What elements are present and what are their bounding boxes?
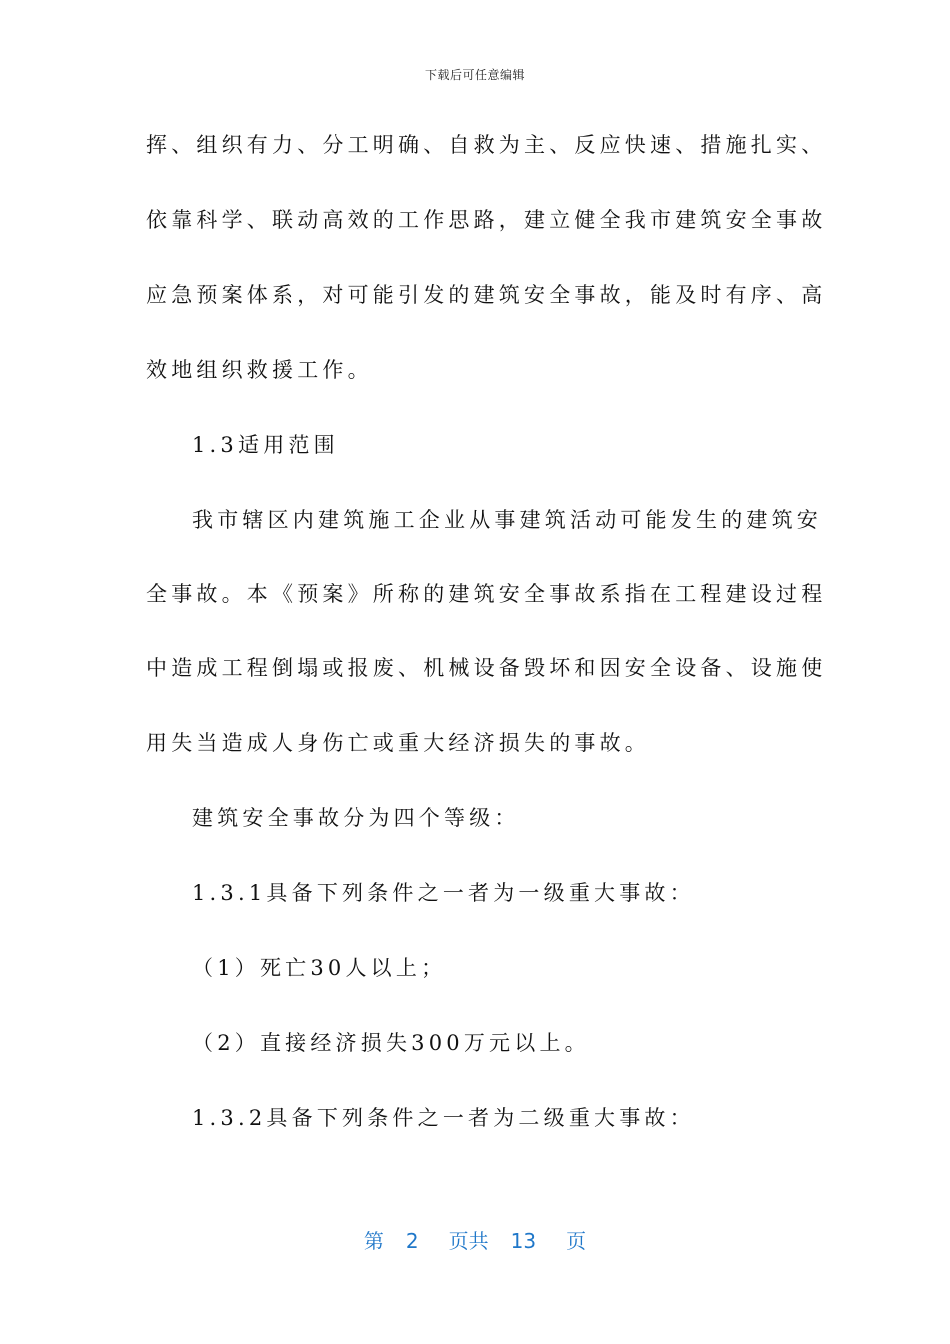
- body-line-3: 应急预案体系，对可能引发的建筑安全事故，能及时有序、高: [146, 283, 827, 307]
- body-line-1: 挥、组织有力、分工明确、自救为主、反应快速、措施扎实、: [146, 133, 827, 157]
- page-footer: [0, 1225, 950, 1254]
- body-line-7: 全事故。本《预案》所称的建筑安全事故系指在工程建设过程: [146, 582, 827, 606]
- header-note: 下载后可任意编辑: [424, 68, 525, 82]
- footer-middle: 页共: [448, 1229, 489, 1253]
- footer-suffix: 页: [566, 1229, 587, 1253]
- list-item-2: （2）直接经济损失300万元以上。: [192, 1031, 590, 1055]
- body-line-2: 依靠科学、联动高效的工作思路，建立健全我市建筑安全事故: [146, 208, 827, 232]
- body-line-9: 用失当造成人身伤亡或重大经济损失的事故。: [146, 731, 650, 755]
- footer-current-page: 2: [405, 1229, 419, 1253]
- section-heading-1-3: 1.3适用范围: [192, 433, 339, 457]
- body-line-10: 建筑安全事故分为四个等级：: [192, 806, 520, 830]
- footer-total-pages: 13: [510, 1229, 537, 1253]
- body-line-4: 效地组织救援工作。: [146, 358, 373, 382]
- section-heading-1-3-2: 1.3.2具备下列条件之一者为二级重大事故：: [192, 1106, 695, 1130]
- footer-prefix: 第: [363, 1229, 384, 1253]
- section-heading-1-3-1: 1.3.1具备下列条件之一者为一级重大事故：: [192, 881, 695, 905]
- body-line-8: 中造成工程倒塌或报废、机械设备毁坏和因安全设备、设施使: [146, 656, 827, 680]
- body-line-6: 我市辖区内建筑施工企业从事建筑活动可能发生的建筑安: [192, 508, 822, 532]
- list-item-1: （1）死亡30人以上；: [192, 956, 447, 980]
